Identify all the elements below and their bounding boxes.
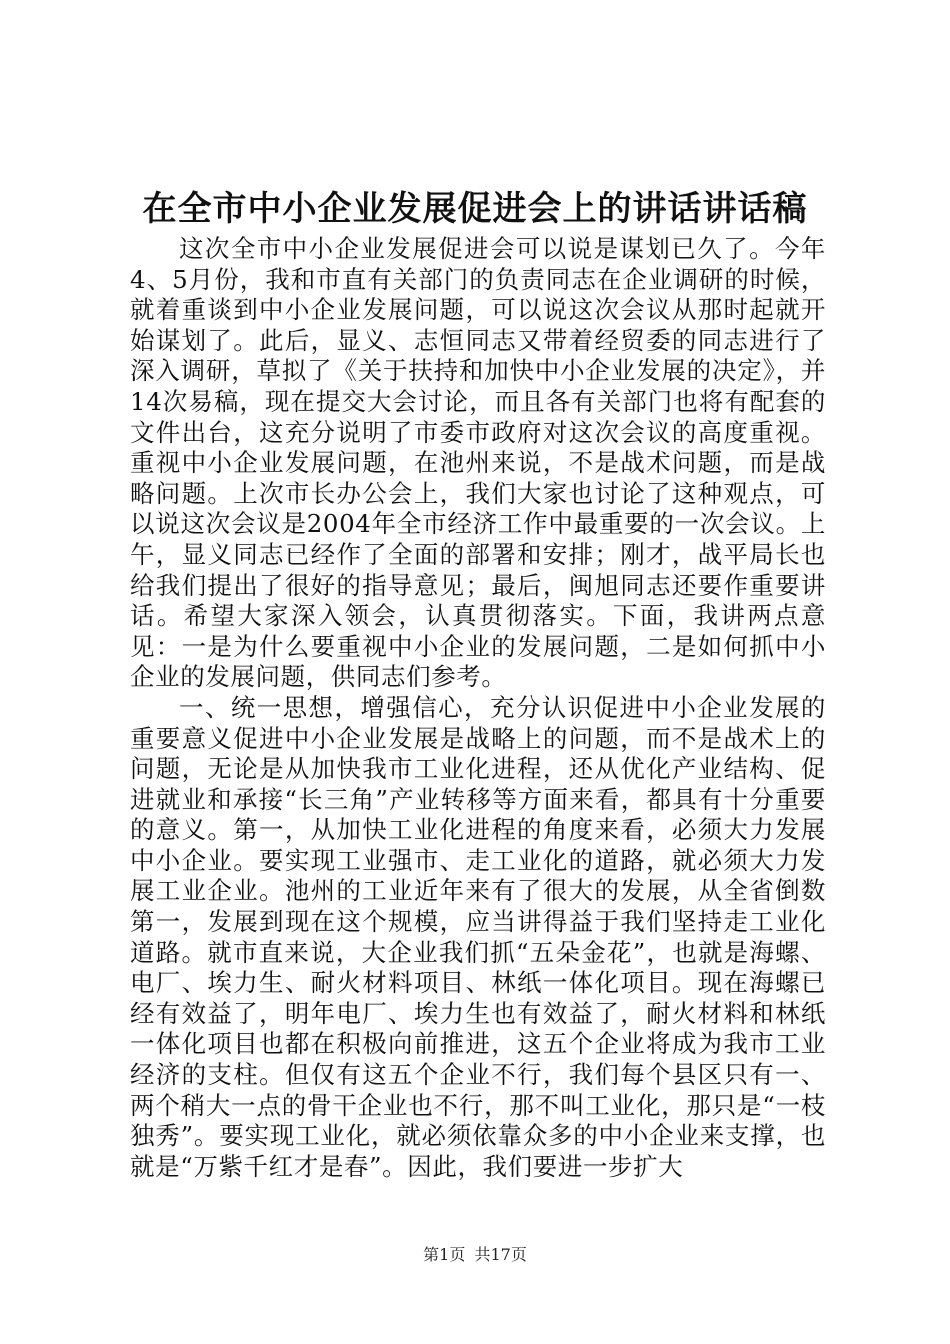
document-title: 在全市中小企业发展促进会上的讲话讲话稿 bbox=[142, 189, 808, 229]
page-footer bbox=[0, 1244, 950, 1266]
page-number: 第1页 bbox=[423, 1245, 466, 1264]
document-body bbox=[130, 234, 826, 1182]
paragraph-2: 一、统一思想，增强信心，充分认识促进中小企业发展的重要意义促进中小企业发展是战略上的问题，而不是战术上的问题，无论是从加快我市工业化进程，还从优化产业结构、促进就业和承接“长三角”产业转移等方面来看，都具有十分重要的意义。第一，从加快工业化进程的角度来看，必须大力发展中小企业。要实现工业强市、走工业化的道路，就必须大力发展工业企业。池州的工业近年来有了很大的发展，从全省倒数第一，发展到现在这个规模，应当讲得益于我们坚持走工业化道路。就市直来说，大企业我们抓“五朵金花”，也就是海螺、电厂、埃力生、耐火材料项目、林纸一体化项目。现在海螺已经有效益了，明年电厂、埃力生也有效益了，耐火材料和林纸一体化项目也都在积极向前推进，这五个企业将成为我市工业经济的支柱。但仅有这五个企业不行，我们每个县区只有一、两个稍大一点的骨干企业也不行，那不叫工业化，那只是“一枝独秀”。要实现工业化，就必须依靠众多的中小企业来支撑，也就是“万紫千红才是春”。因此，我们要进一步扩大 bbox=[130, 692, 826, 1181]
paragraph-1: 这次全市中小企业发展促进会可以说是谋划已久了。今年4、5月份，我和市直有关部门的负责同志在企业调研的时候，就着重谈到中小企业发展问题，可以说这次会议从那时起就开始谋划了。此后，显义、志恒同志又带着经贸委的同志进行了深入调研，草拟了《关于扶持和加快中小企业发展的决定》，并14次易稿，现在提交大会讨论，而且各有关部门也将有配套的文件出台，这充分说明了市委市政府对这次会议的高度重视。重视中小企业发展问题，在池州来说，不是战术问题，而是战略问题。上次市长办公会上，我们大家也讨论了这种观点，可以说这次会议是2004年全市经济工作中最重要的一次会议。上午，显义同志已经作了全面的部署和安排；刚才，战平局长也给我们提出了很好的指导意见；最后，闽旭同志还要作重要讲话。希望大家深入领会，认真贯彻落实。下面，我讲两点意见：一是为什么要重视中小企业的发展问题，二是如何抓中小企业的发展问题，供同志们参考。 bbox=[130, 234, 826, 692]
page-total: 共17页 bbox=[474, 1245, 527, 1264]
